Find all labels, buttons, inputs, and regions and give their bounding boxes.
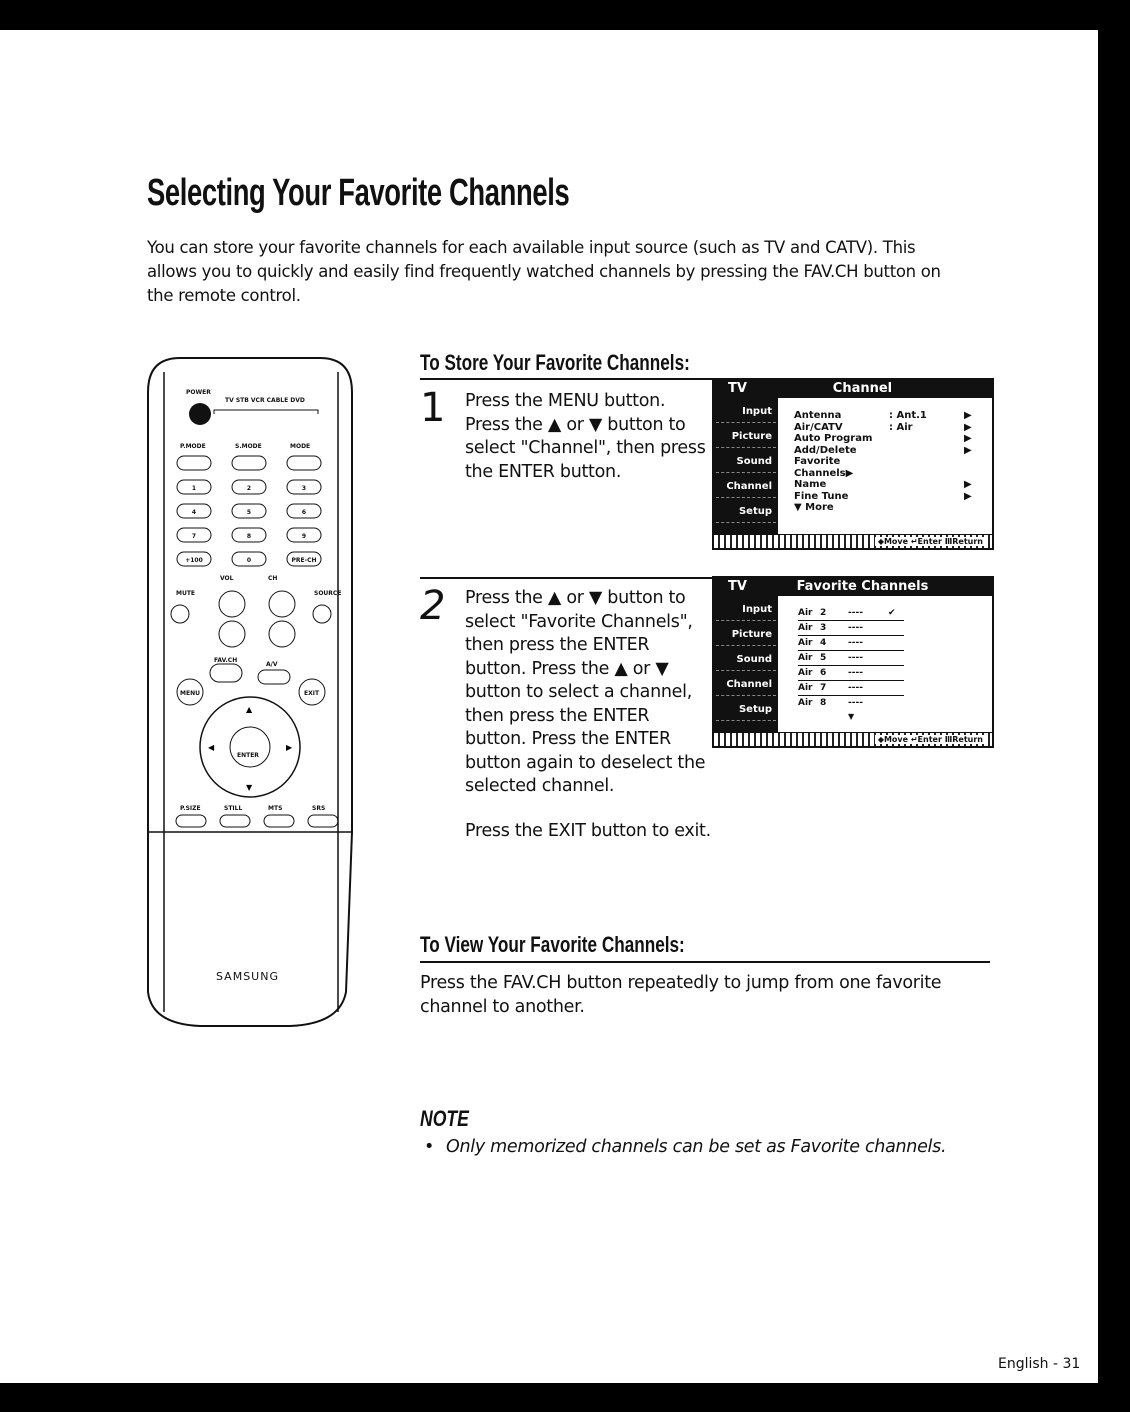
- channel-menu-screenshot: [712, 378, 994, 550]
- menu-sidebar: [714, 398, 778, 534]
- menu-side-item: Sound: [716, 449, 776, 473]
- channel-mark: [888, 621, 902, 635]
- favorite-channel-list: [798, 606, 904, 711]
- mode-button[interactable]: [287, 456, 321, 470]
- favorite-channel-row: [798, 621, 904, 636]
- favorite-channel-row: [798, 696, 904, 711]
- menu-label: MENU: [180, 690, 200, 697]
- menu-item-name: ▼ More: [794, 502, 834, 513]
- menu-item-value: [889, 479, 964, 491]
- menu-item-arrow: [964, 502, 974, 514]
- av-button: [258, 670, 290, 684]
- menu-title: Channel: [832, 381, 893, 396]
- menu-item-name: Antenna: [794, 410, 842, 421]
- digit-label: 9: [301, 533, 307, 540]
- mode-label: S.MODE: [235, 443, 262, 450]
- digit-label: 2: [246, 485, 252, 492]
- channel-ch: 3: [820, 623, 827, 633]
- digit-label: 8: [246, 533, 252, 540]
- page-title: Selecting Your Favorite Channels: [147, 172, 570, 214]
- bottom-button-label: SRS: [312, 805, 326, 812]
- menu-item-arrow: ▶: [964, 421, 972, 433]
- digit-label: 5: [246, 509, 252, 516]
- channel-name: ----: [848, 608, 863, 618]
- channel-ch: 5: [820, 653, 827, 663]
- menu-item-name: Name: [794, 479, 827, 490]
- menu-item: [794, 410, 974, 422]
- menu-side-item: Picture: [716, 622, 776, 646]
- step-1-number: 1: [420, 385, 446, 431]
- menu-item-name: Favorite Channels▶: [794, 456, 854, 479]
- menu-footer: ◆Move ↵Enter ⅢReturn: [875, 537, 986, 546]
- digit-label: 3: [301, 485, 307, 492]
- menu-item-name: Auto Program: [794, 433, 873, 444]
- digit-label: 1: [191, 485, 197, 492]
- exit-instruction: Press the EXIT button to exit.: [465, 821, 711, 841]
- digit-label: PRE-CH: [291, 557, 317, 564]
- mute-label: MUTE: [176, 590, 196, 597]
- menu-side-item: Picture: [716, 424, 776, 448]
- menu-item-value: [889, 502, 964, 514]
- favorite-channel-row: [798, 681, 904, 696]
- menu-item-value: [889, 456, 964, 479]
- right-arrow-icon: ▶: [286, 743, 293, 752]
- digit-label: 6: [301, 509, 307, 516]
- store-heading: To Store Your Favorite Channels:: [420, 350, 690, 375]
- favorite-channel-row: [798, 606, 904, 621]
- favorite-channels-menu-screenshot: [712, 576, 994, 748]
- menu-item-value: [889, 433, 964, 445]
- intro-text: You can store your favorite channels for each available input source (such as TV and CATV). This allows you to quickly and easily find frequently watched channels by pressing the FAV.CH button on the remote control.: [147, 238, 941, 305]
- favorite-channel-row: [798, 666, 904, 681]
- menu-item-arrow: ▶: [964, 490, 972, 502]
- channel-name: ----: [848, 623, 863, 633]
- channel-src: Air: [798, 638, 813, 648]
- channel-ch: 7: [820, 683, 827, 693]
- menu-source: TV: [728, 381, 747, 396]
- menu-item-value: : Ant.1: [889, 410, 927, 421]
- channel-src: Air: [798, 683, 813, 693]
- channel-name: ----: [848, 683, 863, 693]
- channel-mark: [888, 696, 902, 711]
- menu-item-arrow: [964, 456, 974, 479]
- favorite-channel-row: [798, 651, 904, 666]
- view-text: Press the FAV.CH button repeatedly to jump from one favorite channel to another.: [420, 973, 942, 1017]
- mode-button[interactable]: [232, 456, 266, 470]
- power-label: POWER: [186, 389, 211, 396]
- mode-button[interactable]: [177, 456, 211, 470]
- channel-src: Air: [798, 608, 813, 618]
- down-arrow-icon: ▼: [246, 783, 253, 792]
- more-indicator: ▼: [848, 712, 855, 721]
- mode-label: MODE: [290, 443, 311, 450]
- bottom-button-label: STILL: [224, 805, 243, 812]
- digit-label: 7: [191, 533, 197, 540]
- channel-ch: 6: [820, 668, 827, 678]
- channel-mark: [888, 666, 902, 680]
- remote-control-illustration: [140, 352, 362, 1032]
- menu-item: [794, 456, 974, 479]
- channel-src: Air: [798, 623, 813, 633]
- exit-label: EXIT: [304, 690, 320, 697]
- menu-item: [794, 491, 974, 503]
- channel-src: Air: [798, 668, 813, 678]
- channel-ch: 2: [820, 608, 827, 618]
- menu-side-item: Channel: [716, 474, 776, 498]
- ch-up-button: [269, 591, 295, 617]
- scan-border-right: [1098, 0, 1130, 1412]
- menu-title: Favorite Channels: [796, 579, 929, 594]
- menu-side-item: Setup: [716, 697, 776, 721]
- page-number: English - 31: [998, 1356, 1081, 1372]
- fav-ch-label: FAV.CH: [214, 657, 238, 664]
- bottom-button[interactable]: [220, 815, 250, 827]
- favorite-channel-row: [798, 636, 904, 651]
- step-divider: [420, 577, 712, 579]
- menu-item-arrow: ▶: [964, 410, 972, 421]
- menu-side-item: Input: [716, 597, 776, 621]
- menu-item: [794, 422, 974, 434]
- channel-mark: ✔: [888, 608, 896, 618]
- channel-mark: [888, 636, 902, 650]
- menu-item-name: Air/CATV: [794, 421, 843, 433]
- step-1-text: Press the MENU button. Press the ▲ or ▼ button to select "Channel", then press the ENTER button.: [465, 391, 706, 482]
- digit-label: 4: [191, 509, 197, 516]
- bottom-button-label: P.SIZE: [180, 805, 201, 812]
- step-2-text: Press the ▲ or ▼ button to select "Favorite Channels", then press the ENTER button. Press the ▲ or ▼ button to select a channel, then press the ENTER button. Press the ENTER button again to deselect the selected channel.: [465, 588, 706, 796]
- menu-item-arrow: ▶: [964, 444, 972, 456]
- view-heading: To View Your Favorite Channels:: [420, 932, 685, 957]
- menu-sidebar: [714, 596, 778, 732]
- channel-name: ----: [848, 638, 863, 648]
- menu-item-value: : Air: [889, 421, 913, 433]
- menu-side-item: Setup: [716, 499, 776, 523]
- ch-label: CH: [268, 575, 278, 582]
- vol-down-button: [219, 621, 245, 647]
- digit-label: 0: [246, 557, 252, 564]
- view-heading-rule: [420, 961, 990, 963]
- menu-source: TV: [728, 579, 747, 594]
- av-label: A/V: [266, 661, 278, 668]
- bottom-button-label: MTS: [268, 805, 283, 812]
- menu-item-arrow: ▶: [964, 479, 972, 490]
- menu-side-item: Channel: [716, 672, 776, 696]
- menu-item-value: [889, 491, 964, 503]
- menu-item: [794, 445, 974, 457]
- menu-item-value: [889, 445, 964, 457]
- menu-footer: ◆Move ↵Enter ⅢReturn: [875, 735, 986, 744]
- brand-logo: SAMSUNG: [216, 970, 279, 983]
- menu-items: [794, 410, 974, 514]
- menu-item: [794, 479, 974, 491]
- bottom-button[interactable]: [176, 815, 206, 827]
- channel-mark: [888, 681, 902, 695]
- channel-src: Air: [798, 653, 813, 663]
- menu-item: [794, 502, 974, 514]
- source-button: [313, 605, 331, 623]
- channel-mark: [888, 651, 902, 665]
- vol-label: VOL: [220, 575, 234, 582]
- vol-up-button: [219, 591, 245, 617]
- store-heading-rule: [420, 378, 712, 380]
- source-label: SOURCE: [314, 590, 342, 597]
- menu-item-name: Add/Delete: [794, 444, 857, 456]
- menu-side-item: Input: [716, 399, 776, 423]
- up-arrow-icon: ▲: [246, 705, 253, 714]
- channel-name: ----: [848, 698, 863, 708]
- menu-side-item: Sound: [716, 647, 776, 671]
- scan-border-top: [0, 0, 1130, 30]
- step-2-number: 2: [420, 583, 446, 629]
- power-button: [189, 403, 211, 425]
- menu-item: [794, 433, 974, 445]
- menu-item-arrow: ▶: [964, 433, 972, 444]
- channel-name: ----: [848, 653, 863, 663]
- bottom-button[interactable]: [264, 815, 294, 827]
- note-heading: NOTE: [420, 1106, 469, 1131]
- fav-ch-button: [210, 664, 242, 682]
- digit-label: +100: [185, 557, 203, 564]
- source-select-label: TV STB VCR CABLE DVD: [225, 397, 305, 404]
- menu-item-name: Fine Tune: [794, 490, 849, 502]
- channel-ch: 4: [820, 638, 827, 648]
- left-arrow-icon: ◀: [208, 743, 215, 752]
- channel-ch: 8: [820, 698, 827, 708]
- note-bullet: •: [424, 1137, 435, 1157]
- note-text: Only memorized channels can be set as Favorite channels.: [446, 1137, 947, 1157]
- bottom-button[interactable]: [308, 815, 338, 827]
- channel-src: Air: [798, 698, 813, 708]
- mode-label: P.MODE: [180, 443, 206, 450]
- channel-name: ----: [848, 668, 863, 678]
- scan-border-bottom: [0, 1383, 1130, 1412]
- enter-label: ENTER: [237, 752, 259, 759]
- ch-down-button: [269, 621, 295, 647]
- enter-button: [230, 727, 270, 767]
- mute-button: [171, 605, 189, 623]
